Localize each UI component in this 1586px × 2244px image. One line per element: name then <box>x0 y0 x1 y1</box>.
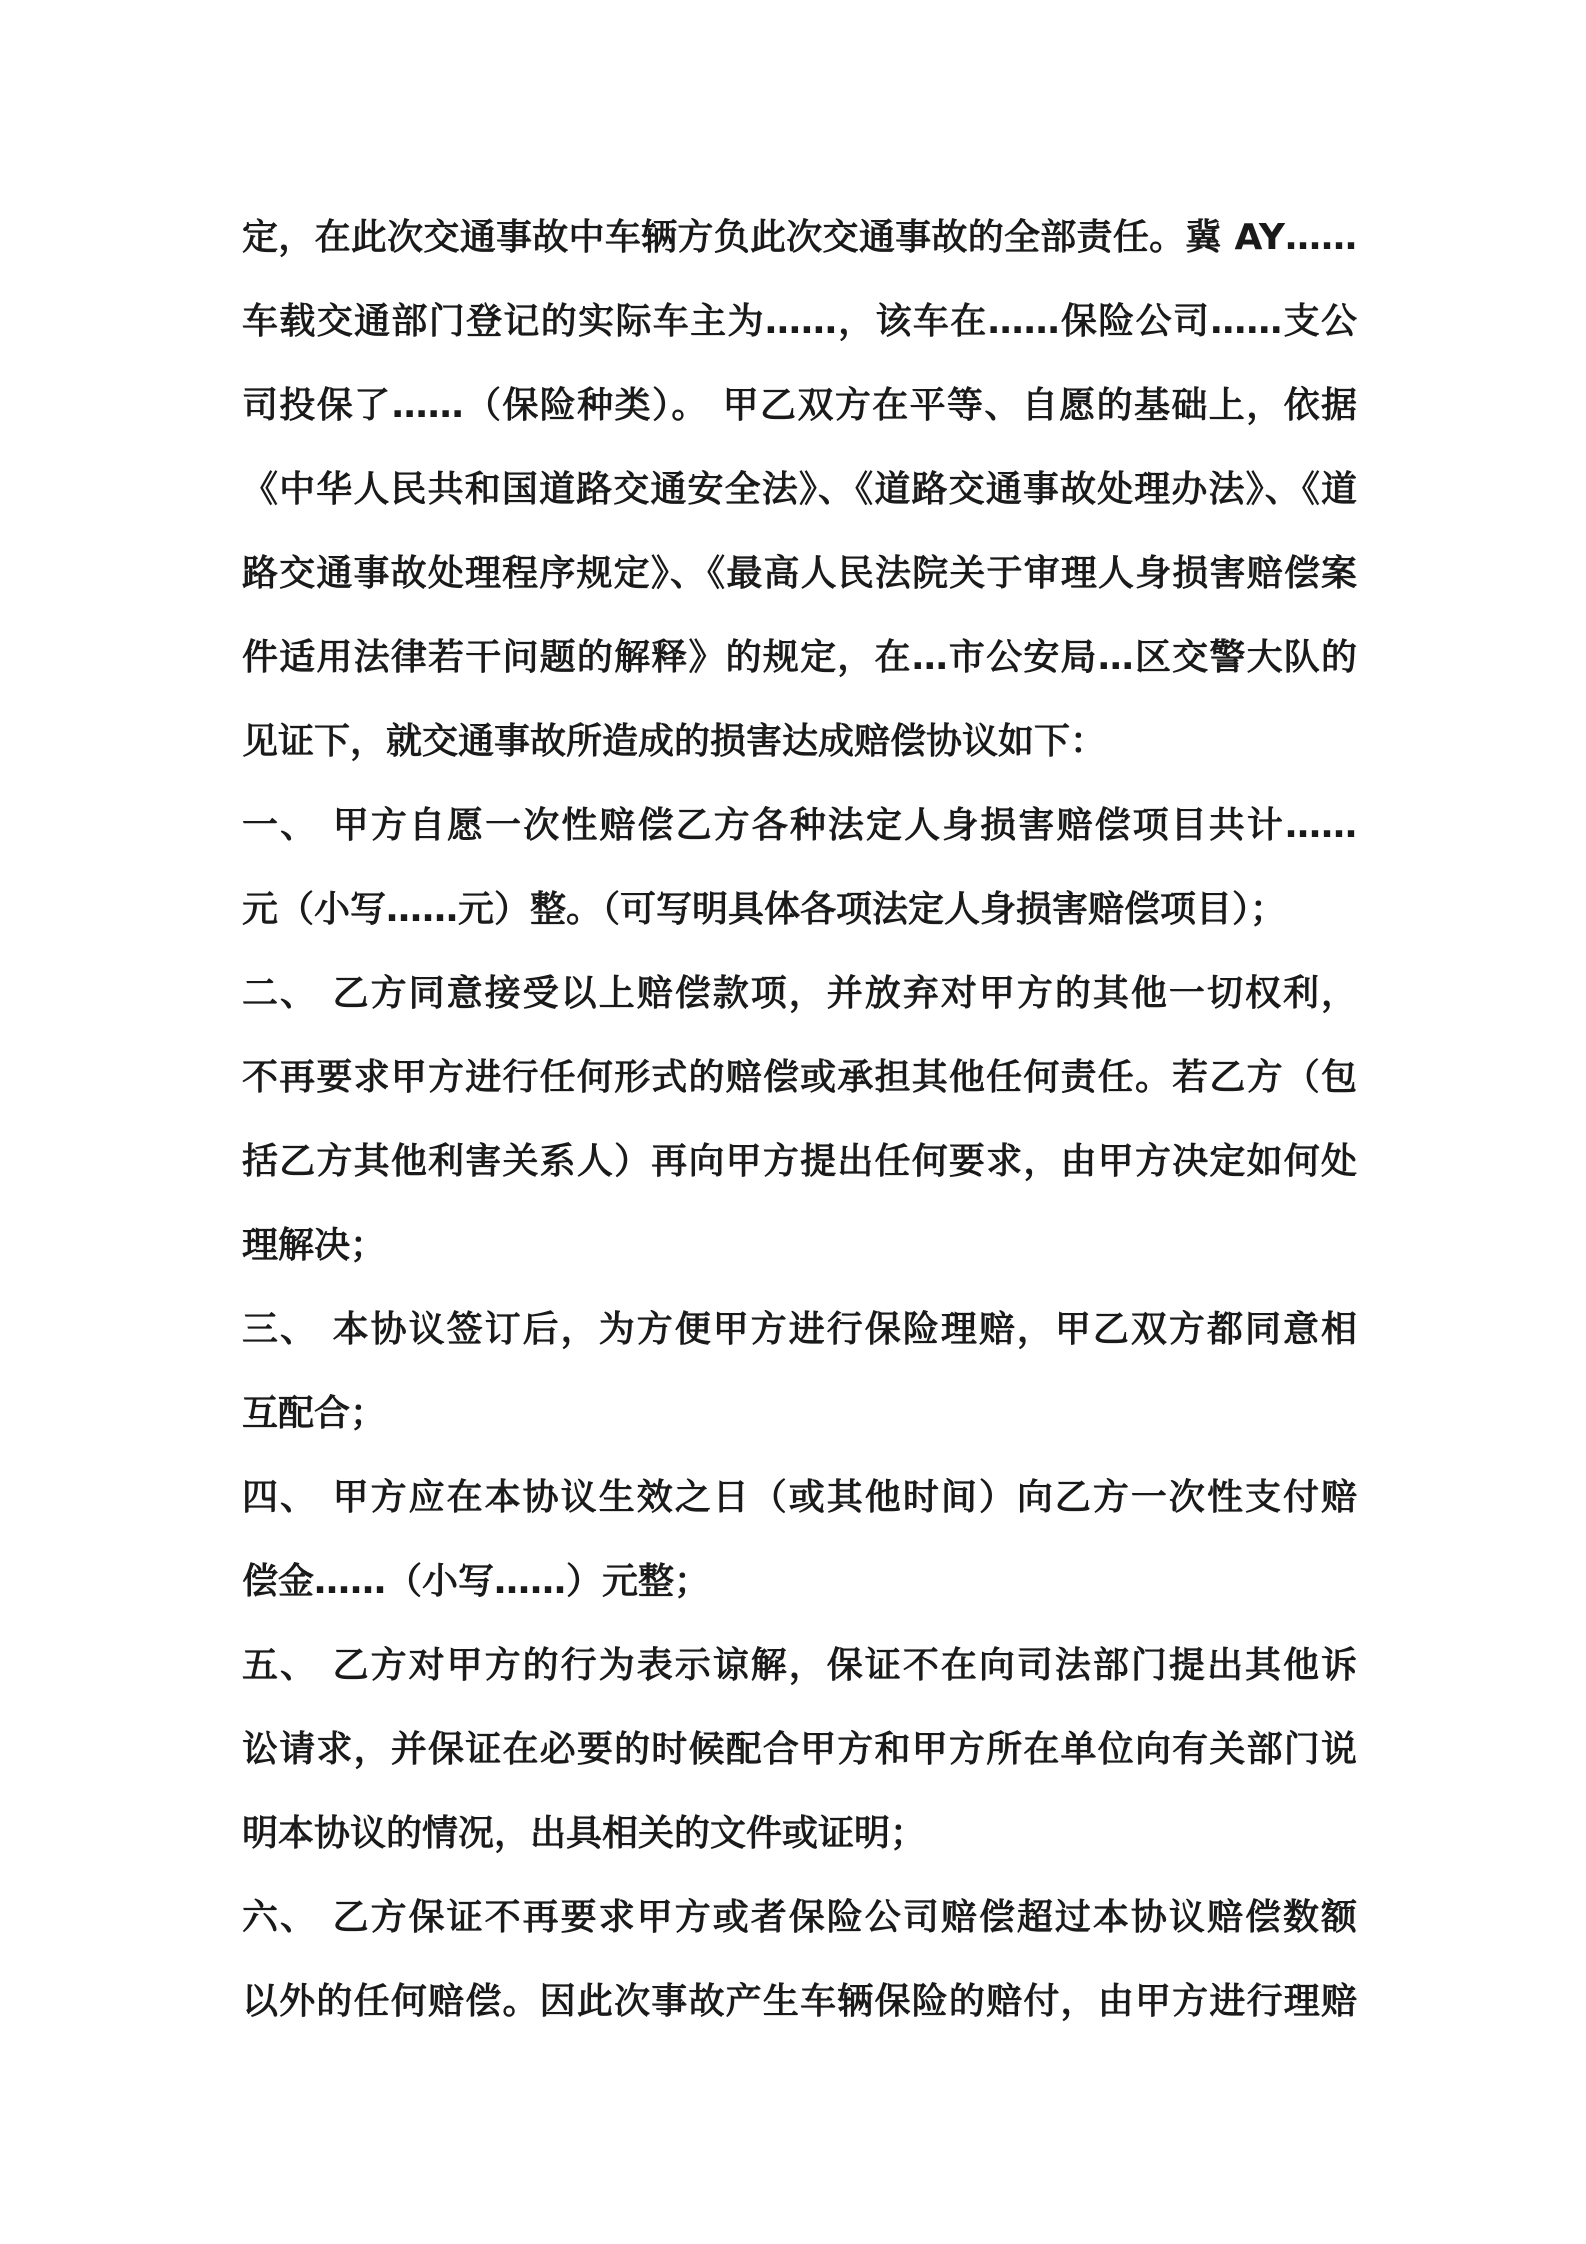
clause-2-line: 不再要求甲方进行任何形式的赔偿或承担其他任何责任。若乙方（包 <box>242 1057 1357 1098</box>
clause-1-line: 元（小写……元）整。（可写明具体各项法定人身损害赔偿项目）； <box>242 889 1287 930</box>
clause-3-line: 三、 本协议签订后，为方便甲方进行保险理赔，甲乙双方都同意相 <box>242 1309 1357 1350</box>
agreement-body-text <box>242 196 1357 2044</box>
clause-2-line: 括乙方其他利害关系人）再向甲方提出任何要求，由甲方决定如何处 <box>242 1141 1357 1182</box>
text-line: 件适用法律若干问题的解释》的规定，在…市公安局…区交警大队的 <box>242 637 1357 678</box>
text-line: 见证下，就交通事故所造成的损害达成赔偿协议如下： <box>242 721 1107 762</box>
text-line: 路交通事故处理程序规定》、《最高人民法院关于审理人身损害赔偿案 <box>242 553 1357 594</box>
clause-4-line: 偿金……（小写……）元整； <box>242 1561 711 1602</box>
clause-5-line: 明本协议的情况，出具相关的文件或证明； <box>242 1813 927 1854</box>
clause-4-line: 四、 甲方应在本协议生效之日（或其他时间）向乙方一次性支付赔 <box>242 1477 1357 1518</box>
clause-6-line: 六、 乙方保证不再要求甲方或者保险公司赔偿超过本协议赔偿数额 <box>242 1897 1357 1938</box>
text-line: 《中华人民共和国道路交通安全法》、《道路交通事故处理办法》、《道 <box>242 469 1357 510</box>
clause-5-line: 讼请求，并保证在必要的时候配合甲方和甲方所在单位向有关部门说 <box>242 1729 1357 1770</box>
clause-6-line: 以外的任何赔偿。因此次事故产生车辆保险的赔付，由甲方进行理赔 <box>242 1981 1357 2022</box>
clause-1-line: 一、 甲方自愿一次性赔偿乙方各种法定人身损害赔偿项目共计…… <box>242 805 1357 846</box>
clause-2-line: 理解决； <box>242 1225 387 1266</box>
clause-2-line: 二、 乙方同意接受以上赔偿款项，并放弃对甲方的其他一切权利， <box>242 973 1357 1014</box>
clause-5-line: 五、 乙方对甲方的行为表示谅解，保证不在向司法部门提出其他诉 <box>242 1645 1357 1686</box>
clause-3-line: 互配合； <box>242 1393 387 1434</box>
text-line: 司投保了……（保险种类）。 甲乙双方在平等、自愿的基础上，依据 <box>242 385 1357 426</box>
text-line: 定，在此次交通事故中车辆方负此次交通事故的全部责任。冀 AY…… <box>242 217 1357 258</box>
text-line: 车载交通部门登记的实际车主为……，该车在……保险公司……支公 <box>242 301 1357 342</box>
